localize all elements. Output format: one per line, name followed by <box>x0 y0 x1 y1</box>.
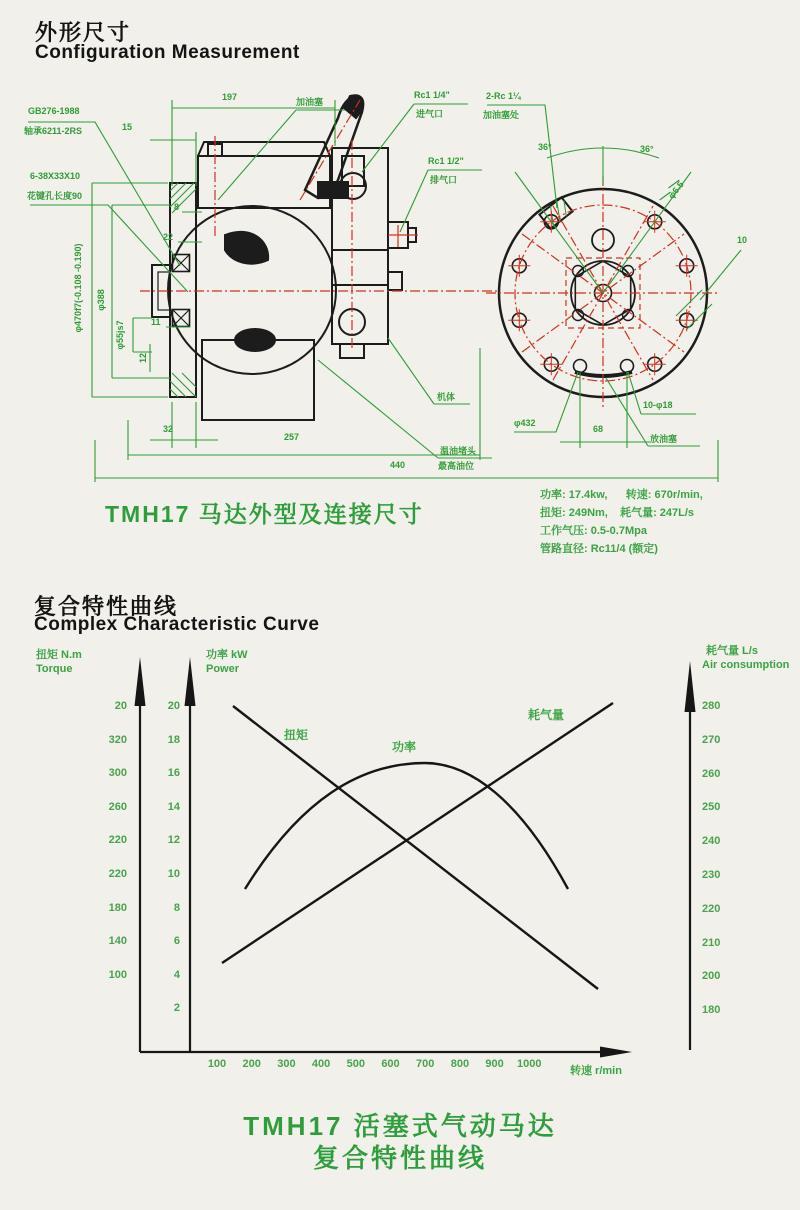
torque-axis-label-en: Torque <box>36 663 73 675</box>
tick-label: 300 <box>108 767 127 780</box>
tick-label: 20 <box>114 700 127 712</box>
tick-label: 180 <box>702 1004 721 1017</box>
phi-55-label: φ55js7 <box>115 320 125 350</box>
tick-label: 260 <box>108 800 127 813</box>
x-tick-label: 100 <box>207 1058 227 1070</box>
tick-label: 250 <box>702 801 721 814</box>
tick-label: 12 <box>167 834 180 847</box>
section1-title-zh: 外形尺寸 <box>35 20 132 45</box>
holes-label: 10-φ18 <box>643 400 673 410</box>
section1-title-en: Configuration Measurement <box>35 42 300 63</box>
torque-axis-label-zh: 扭矩 N.m <box>36 649 82 661</box>
x-axis-label: 转速 r/min <box>570 1065 622 1077</box>
tick-label: 320 <box>108 733 127 746</box>
air-curve-label: 耗气量 <box>528 708 565 722</box>
power-axis-label-en: Power <box>206 663 240 675</box>
phi-65-label: φ6.5 <box>666 179 686 201</box>
rc-filler-label: 2-Rc 1¼ <box>486 91 521 101</box>
tick-label: 280 <box>702 700 721 712</box>
filler-location-label: 加油塞处 <box>483 110 520 120</box>
x-tick-label: 200 <box>242 1058 261 1070</box>
dim-22: 22 <box>163 232 174 242</box>
inlet-size-label: Rc1 1/4" <box>414 90 450 100</box>
spec-line: 工作气压: 0.5-0.7Mpa <box>540 525 647 537</box>
dim-10: 10 <box>737 235 748 245</box>
tick-label: 180 <box>108 901 127 914</box>
x-tick-label: 500 <box>346 1058 365 1070</box>
dim-8: 8 <box>174 202 180 212</box>
section2-title-zh: 复合特性曲线 <box>34 594 179 619</box>
power-curve-label: 功率 <box>392 740 417 754</box>
x-tick-label: 300 <box>277 1058 296 1070</box>
spec-line: 扭矩: 249Nm, 耗气量: 247L/s <box>540 507 695 519</box>
tick-label: 20 <box>167 700 180 712</box>
spline-length-label: 花键孔长度90 <box>27 191 83 201</box>
tick-label: 16 <box>167 767 180 780</box>
tick-label: 140 <box>108 935 127 948</box>
chart-caption-line2: 复合特性曲线 <box>312 1143 487 1173</box>
inlet-label: 进气口 <box>416 109 444 119</box>
phi-388-label: φ388 <box>96 289 106 311</box>
tick-label: 220 <box>108 868 127 880</box>
x-tick-label: 900 <box>485 1058 504 1070</box>
tick-label: 18 <box>167 733 180 746</box>
angle-36-left: 36° <box>538 142 552 152</box>
torque-curve-label: 扭矩 <box>284 728 309 742</box>
dim-15: 15 <box>122 122 133 132</box>
tick-label: 220 <box>108 834 127 847</box>
dim-440: 440 <box>390 460 406 470</box>
bearing-label: 轴承6211-2RS <box>24 126 83 136</box>
tick-label: 230 <box>702 869 721 881</box>
max-oil-level-label: 最高油位 <box>438 461 475 471</box>
dim-11: 11 <box>151 317 161 327</box>
x-tick-label: 700 <box>416 1058 435 1070</box>
dim-257: 257 <box>284 432 300 442</box>
body-label: 机体 <box>437 392 456 402</box>
drain-plug-label: 放油塞 <box>650 434 678 444</box>
spec-line: 功率: 17.4kw, 转速: 670r/min, <box>540 489 703 501</box>
tick-label: 10 <box>167 868 180 880</box>
dim-32: 32 <box>163 424 174 434</box>
air-axis-label-en: Air consumption <box>702 659 790 671</box>
x-tick-label: 800 <box>450 1058 470 1070</box>
tick-label: 210 <box>702 936 721 949</box>
x-tick-label: 600 <box>381 1058 400 1070</box>
spline-spec-label: 6-38X33X10 <box>30 171 81 181</box>
phi-432-label: φ432 <box>514 418 536 428</box>
tick-label: 220 <box>702 902 721 915</box>
power-axis-label-zh: 功率 kW <box>206 649 248 661</box>
tick-label: 240 <box>702 835 721 848</box>
oil-plug-head-label: 温油堵头 <box>440 446 477 456</box>
phi-470-label: φ470f7(-0.108 -0.190) <box>73 243 83 333</box>
tick-label: 6 <box>173 935 180 948</box>
tick-label: 270 <box>702 733 721 746</box>
drawing-caption: TMH17 马达外型及连接尺寸 <box>105 501 424 527</box>
tick-label: 260 <box>702 767 721 780</box>
gb-standard-label: GB276-1988 <box>28 106 80 116</box>
section2-title-en: Complex Characteristic Curve <box>34 614 320 635</box>
tick-label: 14 <box>167 800 180 813</box>
air-axis-label-zh: 耗气量 L/s <box>706 645 758 657</box>
dim-68: 68 <box>593 424 604 434</box>
x-tick-label: 400 <box>311 1058 331 1070</box>
angle-36-right: 36° <box>640 144 654 154</box>
dim-12: 12 <box>138 352 148 364</box>
tick-label: 2 <box>173 1002 180 1015</box>
outlet-size-label: Rc1 1/2" <box>428 156 464 166</box>
tick-label: 100 <box>108 968 127 981</box>
chart-caption-line1: TMH17 活塞式气动马达 <box>243 1111 557 1141</box>
outlet-label: 排气口 <box>430 175 458 185</box>
tick-label: 8 <box>173 901 180 914</box>
spec-line: 管路直径: Rc11/4 (额定) <box>540 543 658 555</box>
tick-label: 4 <box>173 968 180 981</box>
tick-label: 200 <box>702 970 721 983</box>
oil-filler-label: 加油塞 <box>296 97 324 107</box>
x-tick-label: 1000 <box>517 1058 542 1070</box>
dim-197: 197 <box>222 92 238 102</box>
